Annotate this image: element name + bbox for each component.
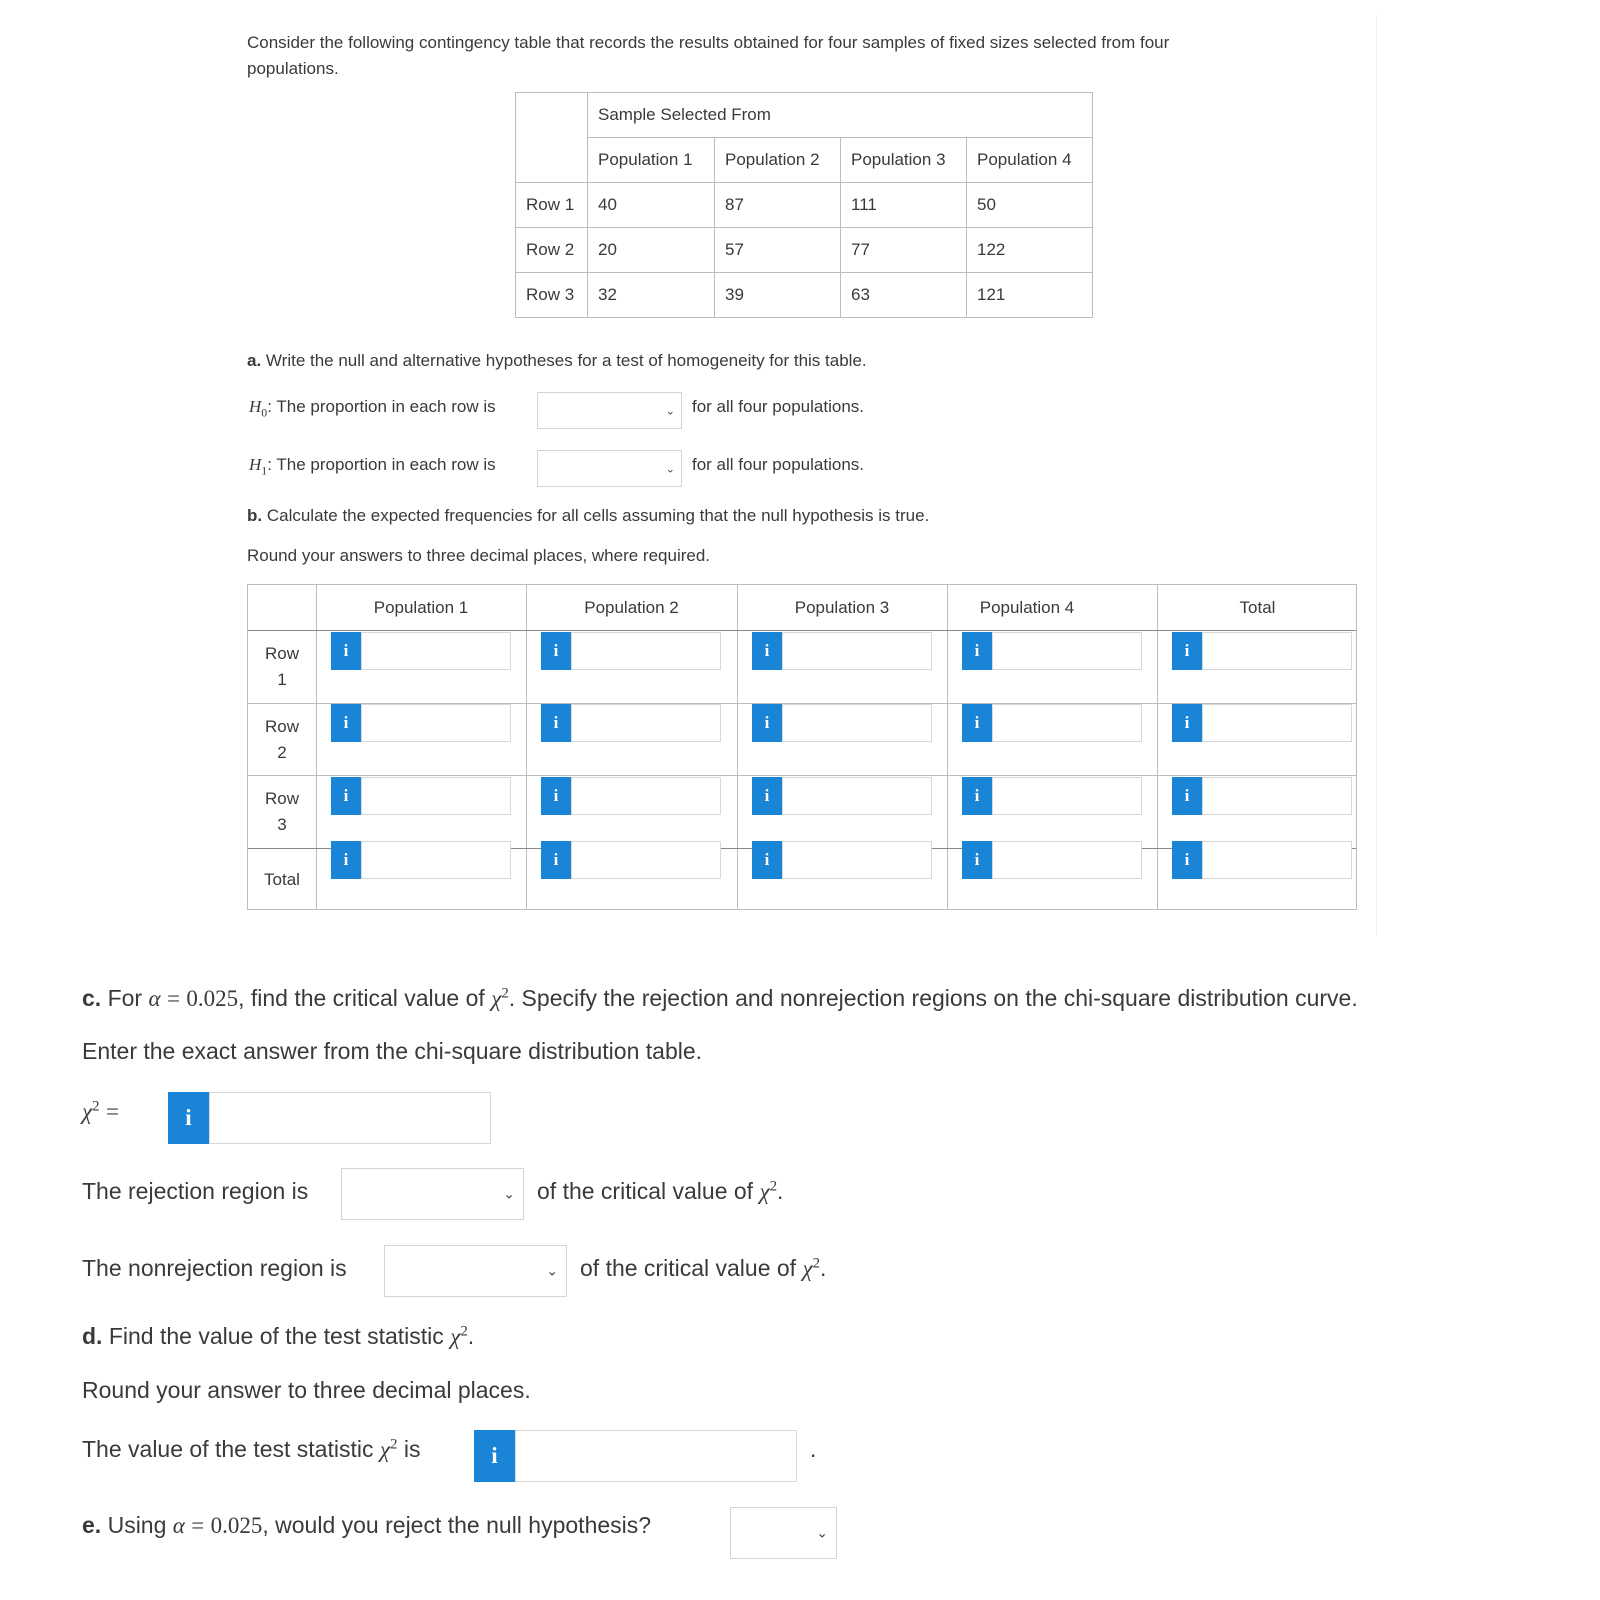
table-row [516,228,1093,273]
col-header-population-4: Population 4 [967,138,1093,183]
h1-suffix: for all four populations. [692,455,864,474]
intro-line-2: populations. [247,59,339,78]
h1-label [249,455,496,478]
info-icon[interactable]: i [474,1430,515,1482]
part-d-label: d. [82,1323,103,1349]
part-a-label: a. [247,351,262,370]
expected-row-3-population-2-input[interactable] [571,777,721,815]
table-cell: 40 [588,183,715,228]
part-b-text: Calculate the expected frequencies for all cells assuming that the null hypothesis is true. [266,506,930,525]
table-cell: 50 [967,183,1093,228]
table-row [516,183,1093,228]
info-icon[interactable]: i [752,704,782,742]
info-icon[interactable]: i [331,632,361,670]
part-b-note: Round your answers to three decimal places, where required. [247,546,711,565]
info-icon[interactable]: i [541,777,571,815]
nonrejection-region-label: The nonrejection region is [82,1255,347,1281]
h0-symbol: H [249,397,262,416]
expected-frequencies-table [247,584,1357,910]
row-label: Row 1 [516,183,588,228]
h0-subscript: 0 [261,405,268,420]
part-e-prompt: e. Using α = 0.025, would you reject the null hypothesis? [82,1512,652,1538]
grid-line [1157,585,1158,909]
rejection-region-dropdown[interactable] [341,1168,524,1220]
h0-text: : The proportion in each row is [267,397,496,416]
h1-dropdown[interactable] [537,450,682,487]
h0-label [249,397,496,420]
exp-row-label: Row 3 [264,789,299,834]
expected-row-1-population-2-input[interactable] [571,632,721,670]
intro-line-1: Consider the following contingency table that records the results obtained for four samples of fixed sizes selected from four [247,33,1170,52]
chevron-down-icon: ⌄ [546,1262,558,1279]
chevron-down-icon: ⌄ [816,1524,828,1541]
part-d-note: Round your answer to three decimal places. [82,1377,531,1403]
part-e-label: e. [82,1512,102,1538]
h1-text: : The proportion in each row is [267,455,496,474]
chevron-down-icon: ⌄ [665,463,675,475]
part-b-prompt [247,506,929,526]
test-statistic-input[interactable] [515,1430,797,1482]
grid-line [248,775,1356,776]
info-icon[interactable]: i [331,841,361,879]
expected-row-1-total-input[interactable] [1202,632,1352,670]
chevron-down-icon: ⌄ [503,1185,515,1202]
table-cell: 63 [841,273,967,318]
chi-square-label: $\chi^2$ = [82,1098,119,1124]
part-c-label: c. [82,985,102,1011]
row-label: Row 3 [516,273,588,318]
exp-row-label: Row 1 [264,644,299,689]
col-header-population-1: Population 1 [588,138,715,183]
reject-null-dropdown[interactable] [730,1507,837,1559]
info-icon[interactable]: i [1172,841,1202,879]
info-icon[interactable]: i [541,632,571,670]
col-header-population-3: Population 3 [841,138,967,183]
h1-symbol: H [249,455,262,474]
info-icon[interactable]: i [1172,704,1202,742]
expected-total-population-3-input[interactable] [782,841,932,879]
panel-divider [1376,15,1377,935]
test-statistic-label: The value of the test statistic $\chi^2$ is [82,1436,421,1462]
expected-total-total-input[interactable] [1202,841,1352,879]
table-cell: 122 [967,228,1093,273]
nonrejection-region-suffix: of the critical value of $\chi^2$. [580,1255,827,1281]
expected-row-1-population-4-input[interactable] [992,632,1142,670]
info-icon[interactable]: i [962,704,992,742]
info-icon[interactable]: i [962,841,992,879]
table-cell: 111 [841,183,967,228]
exp-col-header: Total [1239,598,1276,617]
expected-row-2-population-4-input[interactable] [992,704,1142,742]
part-a-prompt [247,351,867,371]
table-cell: 39 [715,273,841,318]
exp-row-label: Total [264,870,300,889]
expected-total-population-2-input[interactable] [571,841,721,879]
part-b-label: b. [247,506,263,525]
grid-line [526,585,527,909]
info-icon[interactable]: i [1172,632,1202,670]
expected-total-population-1-input[interactable] [361,841,511,879]
rejection-region-suffix: of the critical value of $\chi^2$. [537,1178,784,1204]
exp-col-header: Population 2 [584,598,679,617]
expected-row-2-population-2-input[interactable] [571,704,721,742]
table-group-header: Sample Selected From [588,93,1093,138]
contingency-table [515,92,1093,318]
table-cell: 121 [967,273,1093,318]
info-icon[interactable]: i [752,632,782,670]
expected-row-2-population-1-input[interactable] [361,704,511,742]
grid-line [737,585,738,909]
info-icon[interactable]: i [1172,777,1202,815]
expected-row-3-total-input[interactable] [1202,777,1352,815]
period: . [810,1436,817,1462]
exp-col-header: Population 4 [979,598,1075,617]
table-cell: 57 [715,228,841,273]
grid-line [316,585,317,909]
expected-row-3-population-1-input[interactable] [361,777,511,815]
rejection-region-label: The rejection region is [82,1178,309,1204]
table-corner [516,93,588,183]
info-icon[interactable]: i [168,1092,209,1144]
critical-value-input[interactable] [209,1092,491,1144]
chevron-down-icon: ⌄ [665,405,675,417]
h0-dropdown[interactable] [537,392,682,429]
exp-row-label: Row 2 [264,717,299,762]
exp-col-header: Population 1 [373,598,469,617]
h0-suffix: for all four populations. [692,397,864,416]
info-icon[interactable]: i [962,632,992,670]
part-c-note: Enter the exact answer from the chi-square distribution table. [82,1038,703,1064]
grid-line [947,585,948,909]
h1-subscript: 1 [261,463,268,478]
intro-text [247,30,1327,82]
alpha-symbol: α [148,986,161,1011]
part-c-prompt: c. For α = 0.025, find the critical value of $\chi^2$. Specify the rejection and nonrejection regions on the chi-square distribution curve. [82,985,1358,1011]
part-d-prompt: d. Find the value of the test statistic $\chi^2$. [82,1323,475,1349]
table-row [516,273,1093,318]
info-icon[interactable]: i [752,777,782,815]
table-cell: 87 [715,183,841,228]
col-header-population-2: Population 2 [715,138,841,183]
table-cell: 20 [588,228,715,273]
info-icon[interactable]: i [541,841,571,879]
info-icon[interactable]: i [752,841,782,879]
exp-col-header: Population 3 [794,598,890,617]
info-icon[interactable]: i [541,704,571,742]
expected-row-2-population-3-input[interactable] [782,704,932,742]
expected-total-population-4-input[interactable] [992,841,1142,879]
alpha-value: 0.025 [186,986,239,1011]
row-label: Row 2 [516,228,588,273]
nonrejection-region-dropdown[interactable] [384,1245,567,1297]
table-cell: 77 [841,228,967,273]
part-a-text: Write the null and alternative hypotheses for a test of homogeneity for this table. [265,351,867,370]
expected-row-3-population-3-input[interactable] [782,777,932,815]
info-icon[interactable]: i [331,704,361,742]
expected-row-3-population-4-input[interactable] [992,777,1142,815]
table-cell: 32 [588,273,715,318]
info-icon[interactable]: i [962,777,992,815]
info-icon[interactable]: i [331,777,361,815]
expected-row-1-population-1-input[interactable] [361,632,511,670]
expected-row-1-population-3-input[interactable] [782,632,932,670]
expected-row-2-total-input[interactable] [1202,704,1352,742]
